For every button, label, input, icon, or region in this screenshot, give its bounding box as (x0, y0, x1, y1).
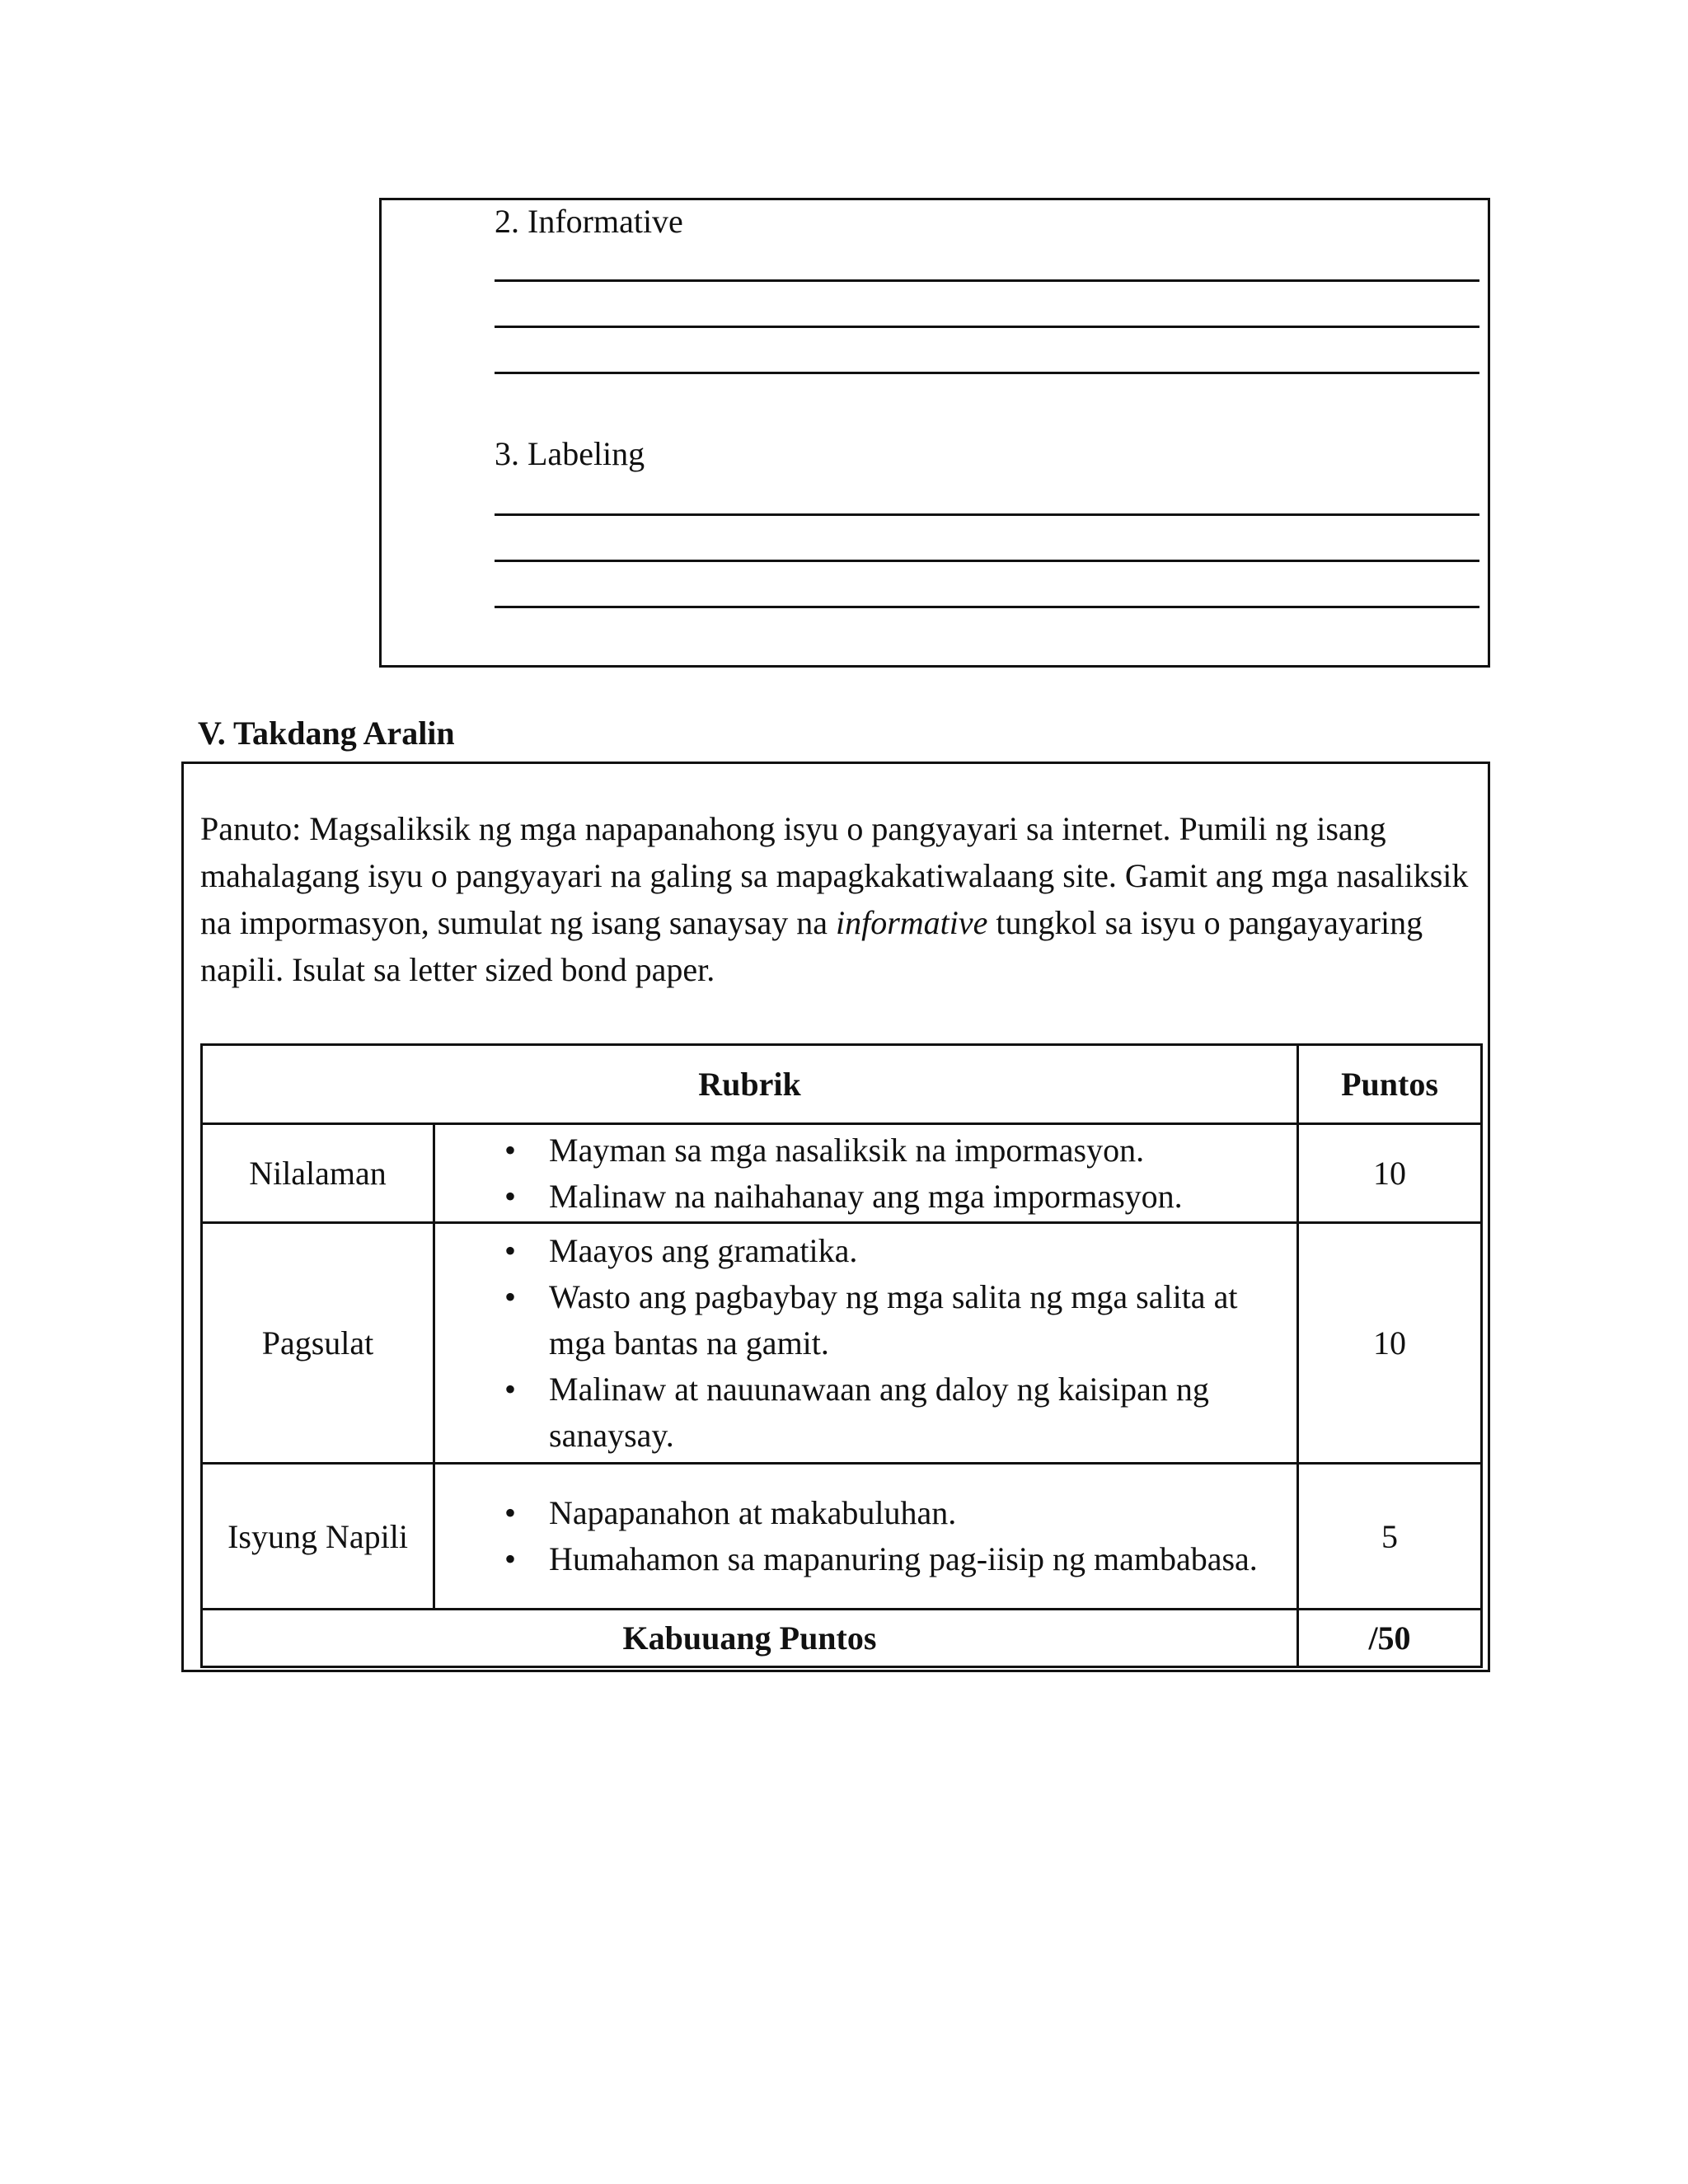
rubric-table (200, 1043, 1483, 1668)
homework-box (181, 762, 1490, 1672)
list-item: • Maayos ang gramatika. (435, 1228, 1287, 1274)
bullet-list (435, 1228, 1296, 1459)
answer-line (495, 326, 1479, 328)
points-cell: 10 (1298, 1223, 1482, 1464)
list-item: • Wasto ang pagbaybay ng mga salita ng mga salita at mga bantas na gamit. (435, 1274, 1287, 1366)
list-item: • Humahamon sa mapanuring pag-iisip ng mambabasa. (435, 1536, 1287, 1582)
bullet-list (435, 1127, 1296, 1220)
instructions-paragraph (200, 805, 1470, 993)
rubrik-header: Rubrik (202, 1045, 1298, 1124)
criterion-cell: Pagsulat (202, 1223, 434, 1464)
puntos-header: Puntos (1298, 1045, 1482, 1124)
answer-line (495, 560, 1479, 562)
table-row (202, 1124, 1482, 1223)
instructions-emphasis: informative (835, 904, 988, 941)
instructions-text: Panuto: Magsaliksik ng mga napapanahong isyu o pangyayari sa internet. Pumili ng isang mahalagang isyu o pangyayari na galing sa mapagkakatiwalaang site. Gamit ang mga nasaliksik na impormasyon, sumulat ng isang sanaysay na (200, 810, 1469, 941)
instructions-text-end: tungkol sa isyu o pangayayaring napili. Isulat sa letter sized bond paper. (200, 904, 1423, 988)
list-item: • Malinaw at nauunawaan ang daloy ng kaisipan ng sanaysay. (435, 1366, 1287, 1459)
bullet-list (435, 1490, 1296, 1582)
criterion-cell: Nilalaman (202, 1124, 434, 1223)
total-points: /50 (1298, 1610, 1482, 1667)
item-labeling-label: 3. Labeling (495, 435, 645, 472)
answer-line (495, 279, 1479, 282)
answer-line (495, 513, 1479, 516)
list-item: • Malinaw na naihahanay ang mga impormasyon. (435, 1174, 1287, 1220)
activity-box (379, 198, 1490, 668)
rubric-header-row (202, 1045, 1482, 1124)
answer-line (495, 606, 1479, 608)
list-item: • Mayman sa mga nasaliksik na impormasyon. (435, 1127, 1287, 1174)
table-row (202, 1223, 1482, 1464)
list-item: • Napapanahon at makabuluhan. (435, 1490, 1287, 1536)
descriptor-cell (434, 1124, 1298, 1223)
answer-line (495, 372, 1479, 374)
total-row (202, 1610, 1482, 1667)
descriptor-cell (434, 1464, 1298, 1610)
points-cell: 5 (1298, 1464, 1482, 1610)
criterion-cell: Isyung Napili (202, 1464, 434, 1610)
table-row (202, 1464, 1482, 1610)
points-cell: 10 (1298, 1124, 1482, 1223)
total-label: Kabuuang Puntos (202, 1610, 1298, 1667)
item-informative-label: 2. Informative (495, 203, 683, 240)
section-heading: V. Takdang Aralin (198, 715, 455, 752)
descriptor-cell (434, 1223, 1298, 1464)
